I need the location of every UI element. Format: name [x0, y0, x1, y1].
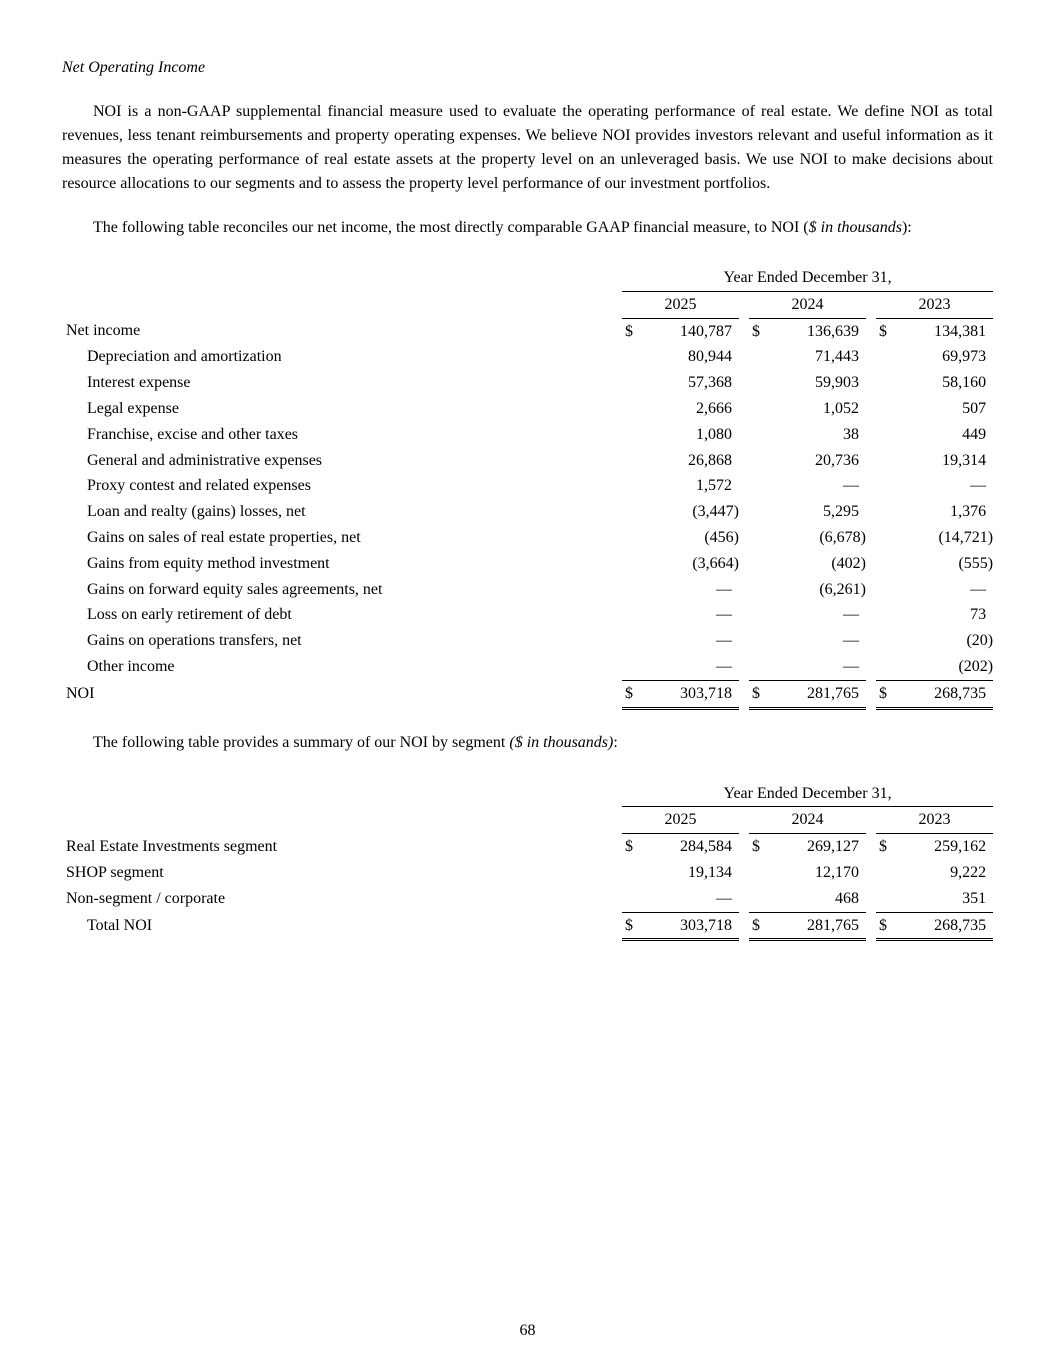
cell-value: 268,735: [892, 680, 993, 708]
currency-symbol: [622, 499, 638, 525]
currency-symbol: [749, 499, 765, 525]
cell-value: 507: [962, 399, 987, 417]
segment-intro-units: ($ in thousands): [509, 733, 614, 751]
currency-symbol: [876, 396, 892, 422]
table-row: [62, 860, 993, 886]
cell-value: —: [716, 889, 732, 907]
cell-value: 80,944: [688, 348, 732, 366]
row-label: Real Estate Investments segment: [66, 837, 278, 855]
currency-symbol: $: [625, 838, 633, 856]
row-label: Loss on early retirement of debt: [87, 606, 292, 624]
currency-symbol: [876, 886, 892, 912]
reconciliation-intro-text: The following table reconciles our net income, the most directly comparable GAAP financial measure, to NOI (: [93, 219, 809, 236]
row-label: Gains on operations transfers, net: [87, 632, 302, 650]
currency-symbol: [622, 448, 638, 474]
cell-value: 1,376: [950, 503, 987, 521]
currency-symbol: $: [625, 322, 633, 340]
row-label: Legal expense: [87, 399, 179, 417]
row-label: Net income: [66, 322, 141, 340]
cell-value: 26,868: [688, 451, 732, 469]
currency-symbol: [876, 370, 892, 396]
row-label: Gains on sales of real estate properties, net: [87, 528, 361, 546]
currency-symbol: [622, 628, 638, 654]
cell-value: 12,170: [815, 863, 859, 881]
year-header: 2023: [876, 291, 993, 318]
currency-symbol: [749, 628, 765, 654]
currency-symbol: $: [876, 912, 892, 940]
cell-value: 69,973: [942, 348, 987, 366]
currency-symbol: [876, 422, 892, 448]
year-header-row: [62, 807, 993, 834]
table-row: [62, 912, 993, 940]
segment-intro-text: The following table provides a summary of our NOI by segment: [93, 733, 510, 751]
currency-symbol: [749, 602, 765, 628]
cell-value: 71,443: [815, 348, 859, 366]
table-row: [62, 654, 993, 680]
cell-value: —: [843, 477, 859, 495]
currency-symbol: [876, 525, 892, 551]
cell-value: 9,222: [950, 863, 987, 881]
year-header: 2025: [622, 291, 739, 318]
cell-value: —: [970, 477, 987, 495]
currency-symbol: [749, 551, 765, 577]
currency-symbol: [622, 860, 638, 886]
currency-symbol: [749, 422, 765, 448]
cell-value: 281,765: [765, 680, 866, 708]
document-page: [62, 56, 993, 941]
cell-value: 303,718: [638, 912, 739, 940]
cell-value: (202): [958, 657, 994, 675]
currency-symbol: $: [622, 680, 638, 708]
table-row: [62, 370, 993, 396]
reconciliation-intro-suffix: ):: [901, 219, 912, 236]
row-label: General and administrative expenses: [87, 451, 323, 469]
cell-value: (3,447): [692, 503, 739, 521]
currency-symbol: [749, 473, 765, 499]
segment-intro-suffix: :: [613, 733, 618, 751]
section-title: Net Operating Income: [62, 59, 206, 76]
currency-symbol: $: [876, 680, 892, 708]
table-row: [62, 680, 993, 708]
table-row: [62, 318, 993, 344]
currency-symbol: [749, 577, 765, 603]
cell-value: —: [843, 632, 859, 650]
cell-value: 259,162: [934, 838, 987, 856]
currency-symbol: [876, 602, 892, 628]
cell-value: —: [716, 632, 732, 650]
currency-symbol: [876, 577, 892, 603]
row-label: Depreciation and amortization: [87, 348, 282, 366]
table-row: [62, 344, 993, 370]
currency-symbol: $: [879, 322, 887, 340]
cell-value: 19,134: [688, 863, 732, 881]
row-label: Non-segment / corporate: [66, 889, 226, 907]
currency-symbol: [622, 370, 638, 396]
currency-symbol: [876, 499, 892, 525]
segment-table: [62, 781, 993, 942]
currency-symbol: [876, 628, 892, 654]
table-row: [62, 473, 993, 499]
cell-value: —: [970, 580, 987, 598]
cell-value: 2,666: [696, 399, 732, 417]
table-row: [62, 499, 993, 525]
cell-value: (14,721): [938, 528, 994, 546]
year-header: 2024: [749, 807, 866, 834]
table-row: [62, 602, 993, 628]
table-row: [62, 422, 993, 448]
cell-value: —: [716, 657, 732, 675]
row-label: Total NOI: [87, 917, 153, 935]
currency-symbol: [876, 344, 892, 370]
currency-symbol: $: [749, 680, 765, 708]
cell-value: 73: [970, 606, 987, 624]
cell-value: 1,572: [696, 477, 732, 495]
currency-symbol: [622, 344, 638, 370]
currency-symbol: [622, 396, 638, 422]
table-row: [62, 628, 993, 654]
cell-value: (6,261): [819, 580, 866, 598]
year-header: 2023: [876, 807, 993, 834]
currency-symbol: $: [749, 912, 765, 940]
table-row: [62, 448, 993, 474]
segment-intro: [62, 731, 993, 755]
cell-value: (555): [958, 554, 994, 572]
cell-value: —: [716, 606, 732, 624]
cell-value: 449: [962, 425, 987, 443]
currency-symbol: [622, 473, 638, 499]
intro-paragraph: NOI is a non-GAAP supplemental financial measure used to evaluate the operating performance of real estate. We define NOI as total revenues, less tenant reimbursements and property operating expenses. We believe NOI provides investors relevant and useful information as it measures the operating performance of real estate assets at the property level on an unleveraged basis. We use NOI to make decisions about resource allocations to our segments and to assess the property level performance of our investment portfolios.: [62, 103, 993, 192]
row-label: Franchise, excise and other taxes: [87, 425, 299, 443]
cell-value: 303,718: [638, 680, 739, 708]
cell-value: 268,735: [892, 912, 993, 940]
currency-symbol: [622, 525, 638, 551]
row-label: Interest expense: [87, 374, 191, 392]
cell-value: (402): [831, 554, 866, 572]
currency-symbol: [876, 860, 892, 886]
currency-symbol: [749, 860, 765, 886]
cell-value: —: [843, 606, 859, 624]
row-label: SHOP segment: [66, 863, 164, 881]
period-header-row: [62, 265, 993, 291]
cell-value: 136,639: [807, 322, 859, 340]
cell-value: (3,664): [692, 554, 739, 572]
currency-symbol: [876, 448, 892, 474]
currency-symbol: [622, 422, 638, 448]
cell-value: 20,736: [815, 451, 859, 469]
cell-value: 269,127: [807, 838, 859, 856]
currency-symbol: [749, 654, 765, 680]
cell-value: 19,314: [942, 451, 987, 469]
cell-value: 351: [962, 889, 987, 907]
currency-symbol: [622, 577, 638, 603]
cell-value: (20): [966, 632, 994, 650]
currency-symbol: $: [879, 838, 887, 856]
reconciliation-intro-units: $ in thousands: [808, 219, 902, 236]
reconciliation-table: [62, 265, 993, 710]
cell-value: 281,765: [765, 912, 866, 940]
year-header-row: [62, 291, 993, 318]
row-label: Gains on forward equity sales agreements, net: [87, 580, 383, 598]
currency-symbol: [876, 654, 892, 680]
cell-value: (456): [704, 528, 739, 546]
currency-symbol: [622, 551, 638, 577]
cell-value: 57,368: [688, 374, 732, 392]
cell-value: (6,678): [819, 528, 866, 546]
cell-value: 1,080: [696, 425, 732, 443]
year-header: 2025: [622, 807, 739, 834]
row-label: Other income: [87, 658, 175, 676]
cell-value: —: [843, 657, 859, 675]
currency-symbol: [622, 886, 638, 912]
currency-symbol: $: [752, 322, 760, 340]
row-label: Gains from equity method investment: [87, 554, 330, 572]
cell-value: —: [716, 580, 732, 598]
currency-symbol: [749, 886, 765, 912]
currency-symbol: [749, 448, 765, 474]
cell-value: 284,584: [680, 838, 732, 856]
currency-symbol: [876, 473, 892, 499]
table-row: [62, 525, 993, 551]
cell-value: 5,295: [823, 503, 859, 521]
table-row: [62, 396, 993, 422]
row-label: Loan and realty (gains) losses, net: [87, 503, 306, 521]
currency-symbol: [749, 396, 765, 422]
currency-symbol: [622, 602, 638, 628]
currency-symbol: [622, 654, 638, 680]
year-header: 2024: [749, 291, 866, 318]
page-number: 68: [519, 1322, 536, 1339]
currency-symbol: $: [752, 838, 760, 856]
currency-symbol: [749, 525, 765, 551]
cell-value: 1,052: [823, 399, 859, 417]
period-header: Year Ended December 31,: [622, 781, 993, 807]
cell-value: 140,787: [680, 322, 732, 340]
cell-value: 468: [835, 889, 859, 907]
table-row: [62, 834, 993, 860]
currency-symbol: $: [622, 912, 638, 940]
period-header: Year Ended December 31,: [622, 265, 993, 291]
currency-symbol: [876, 551, 892, 577]
table-row: [62, 551, 993, 577]
currency-symbol: [749, 370, 765, 396]
table-row: [62, 886, 993, 912]
cell-value: 59,903: [815, 374, 859, 392]
cell-value: 38: [843, 425, 859, 443]
table-row: [62, 577, 993, 603]
currency-symbol: [749, 344, 765, 370]
row-label: NOI: [66, 685, 95, 703]
row-label: Proxy contest and related expenses: [87, 477, 311, 495]
period-header-row: [62, 781, 993, 807]
reconciliation-intro: [62, 216, 993, 240]
cell-value: 134,381: [934, 322, 987, 340]
cell-value: 58,160: [942, 374, 987, 392]
